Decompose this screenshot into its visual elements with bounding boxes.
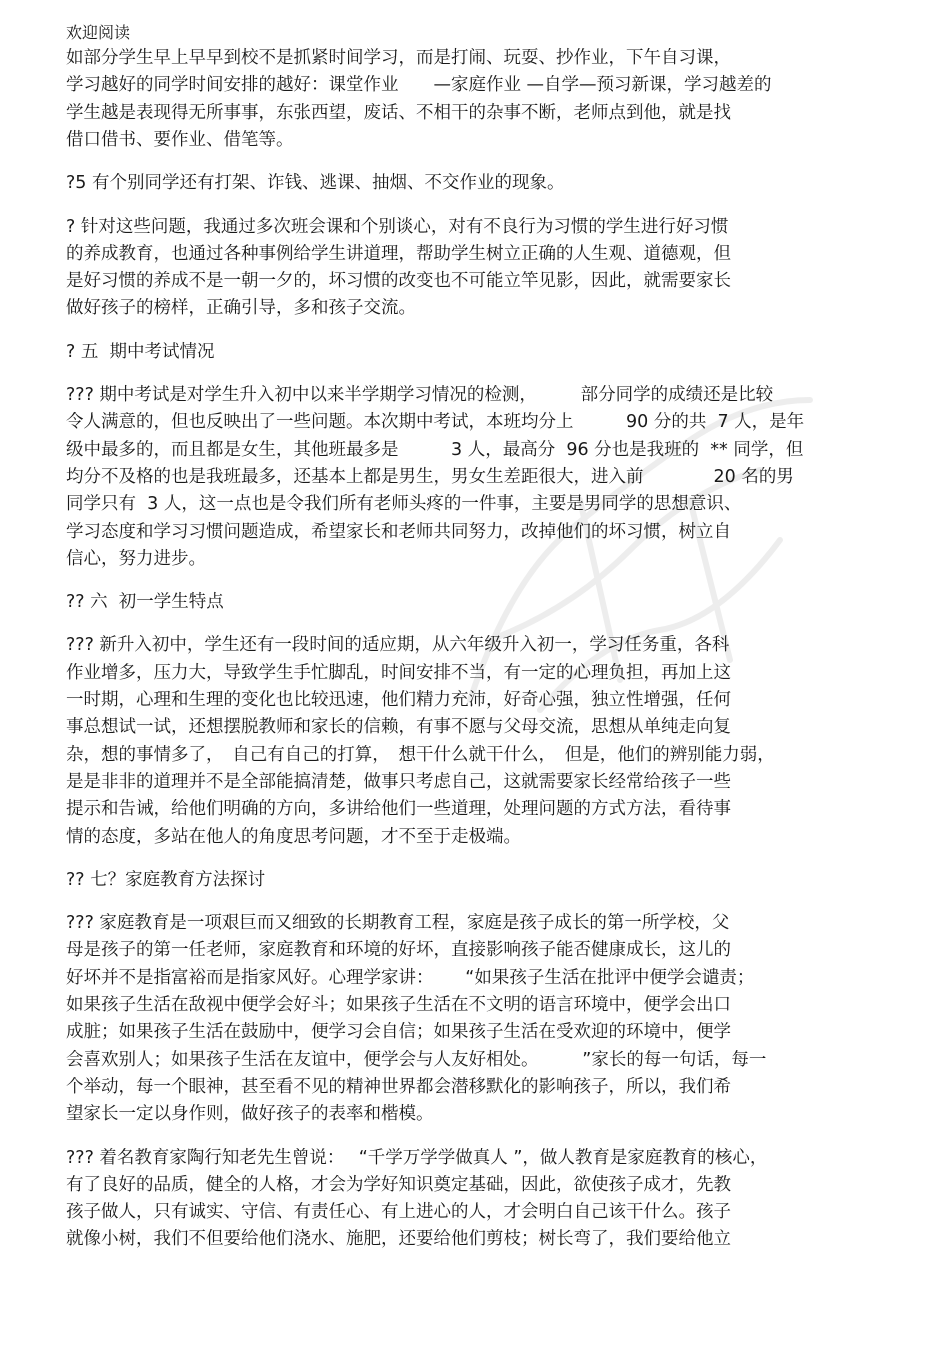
paragraph-line: 是是非非的道理并不是全部能搞清楚，做事只考虑自己，这就需要家长经常给孩子一些 (66, 771, 731, 792)
paragraph-line: 信心，努力进步。 (66, 548, 206, 569)
paragraph-line: 个举动，每一个眼神，甚至看不见的精神世界都会潜移默化的影响孩子，所以，我们希 (66, 1076, 731, 1097)
paragraph-line: 如果孩子生活在敌视中便学会好斗；如果孩子生活在不文明的语言环境中，便学会出口 (66, 995, 731, 1015)
paragraph-line: 一时期，心理和生理的变化也比较迅速，他们精力充沛，好奇心强，独立性增强，任何 (66, 690, 731, 710)
paragraph-line: ??? 期中考试是对学生升入初中以来半学期学习情况的检测， 部分同学的成绩还是比较 (66, 385, 774, 405)
paragraph-line: ??? 新升入初中，学生还有一段时间的适应期，从六年级升入初一，学习任务重，各科 (66, 635, 730, 656)
paragraph-line: 母是孩子的第一任老师，家庭教育和环境的好坏，直接影响孩子能否健康成长，这儿的 (66, 940, 731, 961)
paragraph-line: 就像小树，我们不但要给他们浇水、施肥，还要给他们剪枝；树长弯了，我们要给他立 (66, 1229, 731, 1250)
paragraph-line: ?? 六 初一学生特点 (66, 592, 224, 613)
paragraph-line: ??? 着名教育家陶行知老先生曾说： “千学万学学做真人 ”，做人教育是家庭教育的核心， (66, 1147, 768, 1168)
paragraph-line: ? 五 期中考试情况 (66, 341, 215, 362)
page-header: 欢迎阅读 (66, 23, 131, 42)
paragraph-line: 均分不及格的也是我班最多，还基本上都是男生，男女生差距很大，进入前 20 名的男 (66, 466, 794, 487)
paragraph-line: 做好孩子的榜样，正确引导，多和孩子交流。 (66, 298, 416, 319)
paragraph-line: ? 针对这些问题，我通过多次班会课和个别谈心，对有不良行为习惯的学生进行好习惯 (66, 216, 729, 237)
paragraph-line: 令人满意的，但也反映出了一些问题。本次期中考试，本班均分上 90 分的共 7 人，是年 (66, 412, 805, 433)
paragraph-line: ?5 有个别同学还有打架、诈钱、逃课、抽烟、不交作业的现象。 (66, 173, 565, 194)
paragraph-line: 望家长一定以身作则，做好孩子的表率和楷模。 (66, 1104, 434, 1125)
paragraph-line: 孩子做人，只有诚实、守信、有责任心、有上进心的人，才会明白自己该干什么。孩子 (66, 1202, 731, 1223)
paragraph-line: ??? 家庭教育是一项艰巨而又细致的长期教育工程，家庭是孩子成长的第一所学校，父 (66, 913, 730, 934)
paragraph-line: 级中最多的，而且都是女生，其他班最多是 3 人，最高分 96 分也是我班的 ** 同学，但 (66, 439, 804, 460)
paragraph-line: 学生越是表现得无所事事，东张西望，废话、不相干的杂事不断，老师点到他，就是找 (66, 102, 731, 123)
paragraph-line: 杂，想的事情多了， 自己有自己的打算， 想干什么就干什么， 但是，他们的辨别能力弱， (66, 744, 775, 765)
paragraph-line: 学习态度和学习习惯问题造成，希望家长和老师共同努力，改掉他们的坏习惯，树立自 (66, 521, 731, 542)
paragraph-line: 会喜欢别人；如果孩子生活在友谊中，便学会与人友好相处。 ”家长的每一句话，每一 (66, 1049, 767, 1070)
paragraph-line: 如部分学生早上早早到校不是抓紧时间学习，而是打闹、玩耍、抄作业，下午自习课， (66, 48, 731, 68)
paragraph-line: 作业增多，压力大，导致学生手忙脚乱，时间安排不当，有一定的心理负担，再加上这 (66, 662, 731, 683)
paragraph-line: 是好习惯的养成不是一朝一夕的，坏习惯的改变也不可能立竿见影，因此，就需要家长 (66, 271, 731, 292)
paragraph-line: 借口借书、要作业、借笔等。 (66, 129, 294, 150)
paragraph-line: 同学只有 3 人，这一点也是令我们所有老师头疼的一件事，主要是男同学的思想意识、 (66, 494, 742, 515)
paragraph-line: 好坏并不是指富裕而是指家风好。心理学家讲： “如果孩子生活在批评中便学会谴责； (66, 967, 755, 988)
paragraph-line: 的养成教育，也通过各种事例给学生讲道理，帮助学生树立正确的人生观、道德观，但 (66, 243, 731, 264)
paragraph-line: 有了良好的品质，健全的人格，才会为学好知识奠定基础，因此，欲使孩子成才，先教 (66, 1174, 731, 1195)
paragraph-line: 情的态度，多站在他人的角度思考问题，才不至于走极端。 (66, 826, 521, 847)
paragraph-line: 成脏；如果孩子生活在鼓励中，便学习会自信；如果孩子生活在受欢迎的环境中，便学 (66, 1022, 731, 1043)
paragraph-line: ?? 七？家庭教育方法探讨 (66, 869, 266, 890)
paragraph-line: 学习越好的同学时间安排的越好：课堂作业 —家庭作业 —自学—预习新课，学习越差的 (66, 75, 772, 96)
paragraph-line: 提示和告诫，给他们明确的方向，多讲给他们一些道理，处理问题的方式方法，看待事 (66, 799, 731, 820)
paragraph-line: 事总想试一试，还想摆脱教师和家长的信赖，有事不愿与父母交流，思想从单纯走向复 (66, 717, 731, 738)
